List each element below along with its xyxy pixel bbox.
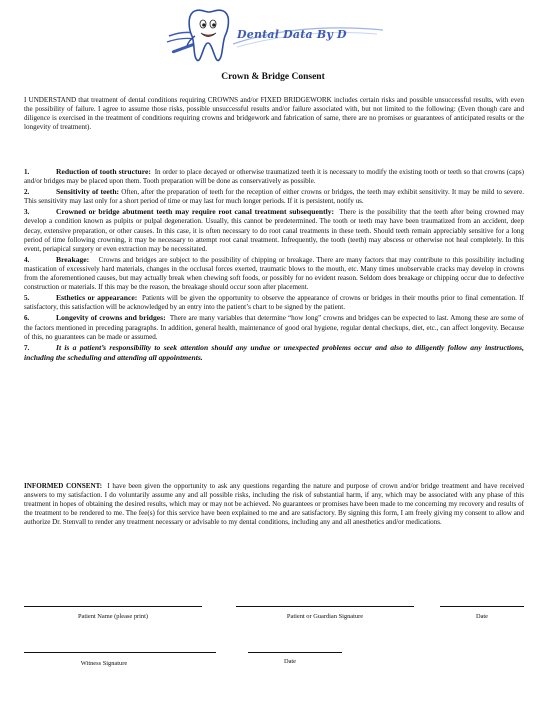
patient-name-line[interactable] xyxy=(24,606,202,607)
item-number: 1. xyxy=(24,168,30,176)
consent-body: I have been given the opportunity to ask any questions regarding the nature and purpose of crown and/or bridge treatment and have received answers to my satisfaction. I do voluntarily assume any and all possible risks, including the risk of substantial harm, if any, which may be associated with any phase of this treatment in hopes of obtaining the desired results, which may or may not be achieved. No guarantees or promises have been made to me concerning my recovery and results of the treatment to be rendered to me. The fee(s) for this service have been explained to me and are satisfactory. By signing this form, I am freely giving my consent to allow and authorize Dr. Stenvall to render any treatment necessary or advisable to my dental conditions, including any and all anesthetics and/or medications. xyxy=(24,482,525,527)
informed-consent-paragraph xyxy=(24,482,524,527)
tooth-mascot-icon xyxy=(165,6,235,66)
item-number: 2. xyxy=(24,188,30,197)
risk-item xyxy=(24,187,524,206)
witness-signature-label: Witness Signature xyxy=(80,660,128,667)
item-body: There is the possibility that the teeth after being crowned may develop a condition known as pulpits or pulpal degeneration. Usually, this cannot be predetermined. The tooth or teeth may have been traumatized from an accident, deep decay, extensive preparation, or other causes. In this case, it is often necessary to do root canal treatments in these teeth. Should teeth remain appreciably sensitive for a long period of time following crowning, it may be necessary to attempt root canal treatment. Infrequently, the tooth (teeth) may abscess or otherwise not heal completely. In this event, periapical surgery or even extraction may be necessitated. xyxy=(24,208,524,253)
date-line-1[interactable] xyxy=(440,606,524,607)
item-body: Patients will be given the opportunity to observe the appearance of crowns or bridges in their mouths prior to final cementation. If satisfactory, this satisfaction will be acknowledged by an entry into the patient’s chart to be signed by the patient. xyxy=(24,294,525,312)
risk-item xyxy=(24,343,524,363)
item-body: In order to place decayed or otherwise traumatized teeth it is necessary to modify the existing tooth or teeth so that crowns (caps) and/or bridges may be placed upon them. Tooth preparation will be done as conservatively as possible. xyxy=(24,168,524,186)
item-number: 5. xyxy=(24,294,30,303)
item-body: It is a patient’s responsibility to seek attention should any undue or unexpected problems occur and also to diligently follow any instructions, including the scheduling and attending all appointments. xyxy=(24,342,524,362)
risk-item xyxy=(24,255,524,292)
risk-item xyxy=(24,207,524,253)
item-heading: Breakage: xyxy=(56,254,90,264)
item-heading: Longevity of crowns and bridges: xyxy=(56,313,166,323)
date-line-2[interactable] xyxy=(248,652,342,653)
logo-brand-text: Dental Data By D xyxy=(237,28,347,41)
item-number: 3. xyxy=(24,208,30,217)
item-heading: Sensitivity of teeth: xyxy=(56,187,120,197)
intro-paragraph: I UNDERSTAND that treatment of dental conditions requiring CROWNS and/or FIXED BRIDGEWORK includes certain risks and possible unsuccessful results, with even the possibility of failure. I agree to assume those risks, possible unsuccessful results and/or failure associated with, but not limited to the following: (Even though care and diligence is exercised in the treatment of conditions requiring crowns and bridgework and fabrication of same, there are no promises or guarantees of anticipated results or the longevity of treatment). xyxy=(24,96,524,132)
item-number: 7. xyxy=(24,343,30,352)
document-title: Crown & Bridge Consent xyxy=(221,72,325,82)
item-heading: Esthetics or appearance: xyxy=(56,293,138,303)
item-heading: Reduction of tooth structure: xyxy=(56,167,151,176)
item-number: 4. xyxy=(24,255,30,264)
date-label-2: Date xyxy=(283,658,297,665)
risk-item xyxy=(24,167,524,186)
item-body: Often, after the preparation of teeth for the reception of either crowns or bridges, the teeth may exhibit sensitivity. It may be mild to severe. This sensitivity may last only for a short period of time or may last for much longer periods. If it is persistent, notify us. xyxy=(24,188,525,206)
patient-signature-line[interactable] xyxy=(236,606,414,607)
patient-name-label: Patient Name (please print) xyxy=(77,613,149,620)
risk-item xyxy=(24,313,524,341)
patient-signature-label: Patient or Guardian Signature xyxy=(286,613,364,620)
item-heading: Crowned or bridge abutment teeth may require root canal treatment subsequently: xyxy=(56,207,335,217)
risk-item xyxy=(24,293,524,312)
item-body: Crowns and bridges are subject to the possibility of chipping or breakage. There are many factors that may contribute to this possibility including mastication of excessively hard materials, changes in the occlusal forces exerted, traumatic blows to the mouth, etc. Many times unobservable cracks may develop in crowns from the aforementioned causes, but may actually break when chewing soft foods, or possibly for no evident reason. Seldom does breakage or chipping occur due to defective construction or materials. If this may be the reason, the breakage should occur soon after placement. xyxy=(24,255,524,292)
date-label-1: Date xyxy=(475,613,489,620)
witness-signature-line[interactable] xyxy=(24,652,216,653)
item-body: There are many variables that determine “how long” crowns and bridges can be expected to last. Among these are some of the factors mentioned in preceding paragraphs. In addition, general health, maintenance of good oral hygiene, regular dental checkups, diet, etc., can affect longevity. Because of this, no guarantees can be made or assumed. xyxy=(24,314,525,341)
risk-items-list xyxy=(24,167,524,364)
item-number: 6. xyxy=(24,314,30,323)
consent-label: INFORMED CONSENT: xyxy=(24,482,103,490)
